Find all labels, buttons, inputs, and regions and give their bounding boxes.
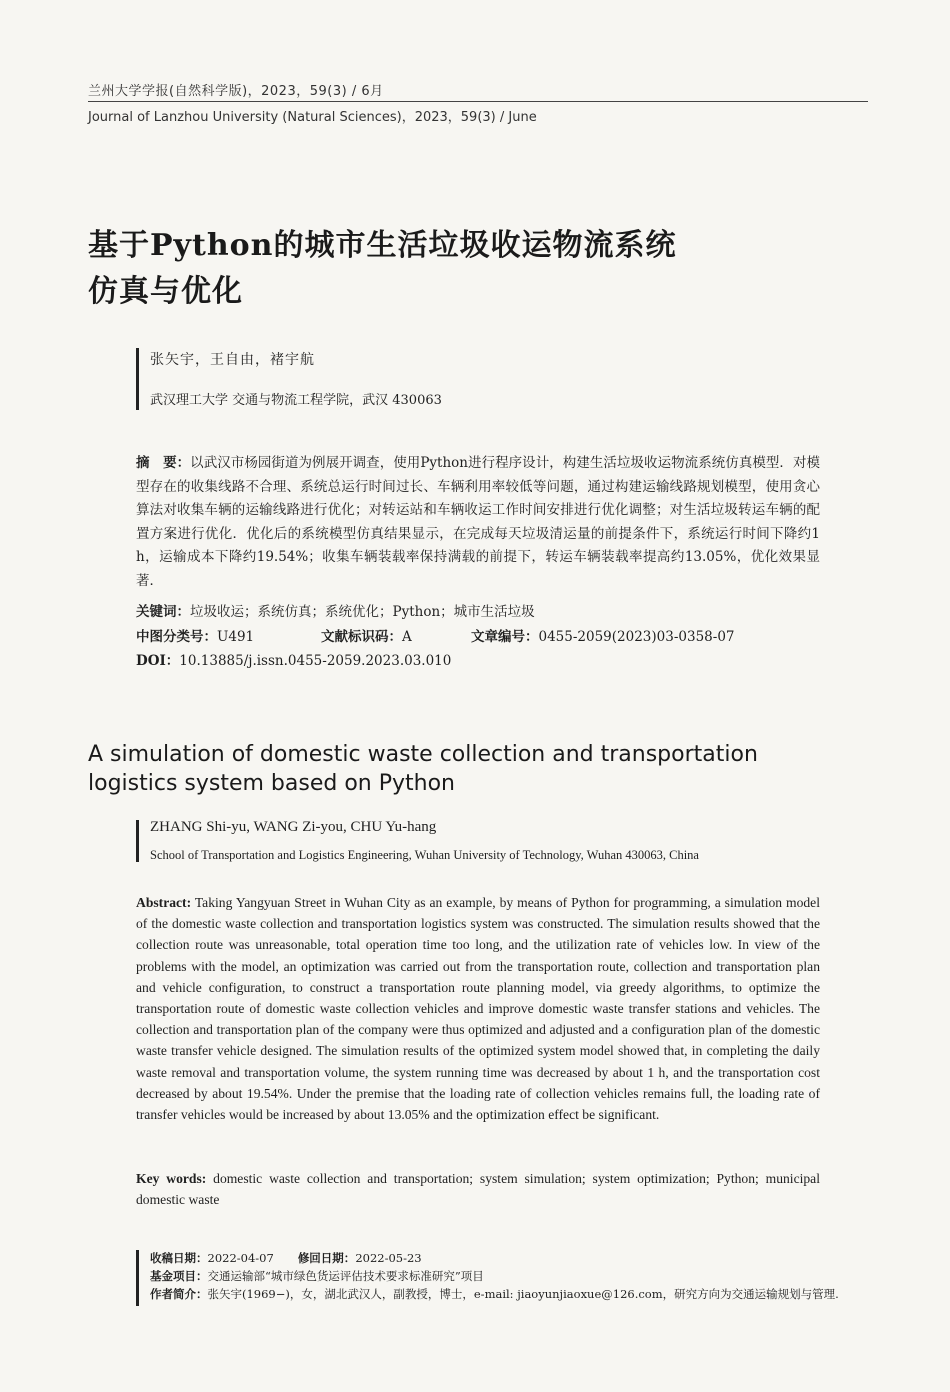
cn-clc-label: 中图分类号： — [136, 629, 217, 645]
cn-abstract-label: 摘 要： — [136, 455, 191, 471]
cn-title-line-1: 基于Python的城市生活垃圾收运物流系统 — [88, 228, 677, 263]
cn-clc — [136, 626, 321, 649]
en-abstract-label: Abstract: — [136, 895, 192, 910]
en-authors: ZHANG Shi-yu, WANG Zi-you, CHU Yu-hang — [150, 819, 437, 835]
en-title-line-1: A simulation of domestic waste collection and transportation — [88, 742, 758, 767]
en-keywords — [136, 1168, 820, 1210]
received-value: 2022-04-07 — [207, 1251, 274, 1265]
footnote-fund — [150, 1268, 484, 1285]
author-bio-label: 作者简介： — [150, 1287, 208, 1301]
en-affiliation: School of Transportation and Logistics Engineering, Wuhan University of Technology, Wuhan 430063, China — [150, 848, 699, 862]
cn-doccode-label: 文献标识码： — [321, 629, 402, 645]
en-keywords-label: Key words: — [136, 1171, 207, 1186]
header-rule — [88, 101, 868, 102]
cn-doi — [136, 650, 820, 674]
footnote-dates — [150, 1250, 422, 1267]
cn-article-no — [471, 626, 735, 649]
received-label: 收稿日期： — [150, 1251, 208, 1265]
cn-abstract-text: 以武汉市杨园街道为例展开调查，使用Python进行程序设计，构建生活垃圾收运物流系统仿真模型．对模型存在的收集线路不合理、系统总运行时间过长、车辆利用率较低等问题，通过构建运输线路规划模型，使用贪心算法对收集车辆的运输线路进行优化；对转运站和车辆收运工作时间安排进行优化调整；对生活垃圾转运车辆的配置方案进行优化．优化后的系统模型仿真结果显示，在完成每天垃圾清运量的前提条件下，系统运行时间下降约1 h，运输成本下降约19.54%；收集车辆装载率保持满载的前提下，转运车辆装载率提高约13.05%，优化效果显著． — [136, 455, 821, 589]
journal-header-cn: 兰州大学学报(自然科学版)，2023，59(3) / 6月 — [88, 84, 384, 99]
cn-keywords — [136, 601, 820, 625]
en-title-line-2: logistics system based on Python — [88, 771, 455, 796]
cn-abstract — [136, 452, 820, 593]
revised-value: 2022-05-23 — [355, 1251, 422, 1265]
cn-clc-value: U491 — [217, 629, 255, 645]
fund-value: 交通运输部“城市绿色货运评估技术要求标准研究”项目 — [207, 1269, 484, 1283]
cn-keywords-label: 关键词： — [136, 604, 190, 620]
cn-doi-value: 10.13885/j.issn.0455-2059.2023.03.010 — [179, 653, 452, 669]
footnote-bar — [136, 1250, 139, 1306]
en-keywords-text: domestic waste collection and transportation; system simulation; system optimization; Python; municipal domestic waste — [136, 1171, 820, 1208]
cn-article-label: 文章编号： — [471, 629, 539, 645]
en-author-bar — [136, 820, 139, 862]
cn-authors: 张矢宇，王自由，褚宇航 — [150, 352, 315, 368]
cn-doccode-value: A — [402, 629, 412, 645]
cn-doccode — [321, 626, 471, 649]
journal-header-en: Journal of Lanzhou University (Natural Sciences)，2023，59(3) / June — [88, 110, 537, 125]
cn-doi-label: DOI： — [136, 653, 180, 669]
cn-title-line-2: 仿真与优化 — [88, 274, 243, 309]
cn-affiliation: 武汉理工大学 交通与物流工程学院，武汉 430063 — [150, 393, 442, 408]
author-bio-value: 张矢宇(1969−)，女，湖北武汉人，副教授，博士，e-mail: jiaoyunjiaoxue@126.com，研究方向为交通运输规划与管理. — [207, 1287, 839, 1301]
en-abstract-text: Taking Yangyuan Street in Wuhan City as an example, by means of Python for programming, a simulation model of the domestic waste collection and transportation logistics system was constructed. The simulation results showed that the collection route was unreasonable, total operation time too long, and the utilization rate of vehicles low. In view of the problems with the model, an optimization was carried out from the transportation route, collection and transportation plan and vehicle configuration, to construct a transportation route planning model, via greedy algorithms, to optimize the transportation route of domestic waste collection vehicles and improve domestic waste transfer stations and vehicles. The collection and transportation plan of the company were thus optimized and adjusted and a configuration plan of the domestic waste transfer vehicle designed. The simulation results of the optimized system model showed that, in completing the daily waste removal and transportation volume, the system running time was decreased by about 1 h, and the transportation cost decreased by about 19.54%. Under the premise that the loading rate of collection vehicles remains full, the loading rate of transfer vehicles would be increased by about 13.05% and the optimization effect be significant. — [136, 895, 820, 1123]
cn-article-value: 0455-2059(2023)03-0358-07 — [538, 629, 735, 645]
revised-label: 修回日期： — [297, 1251, 356, 1265]
cn-keywords-text: 垃圾收运；系统仿真；系统优化；Python；城市生活垃圾 — [190, 604, 535, 620]
cn-author-bar — [136, 348, 139, 410]
footnote-author-bio — [150, 1286, 839, 1303]
fund-label: 基金项目： — [150, 1269, 208, 1283]
en-abstract — [136, 892, 820, 1125]
cn-classification-line — [136, 626, 826, 649]
